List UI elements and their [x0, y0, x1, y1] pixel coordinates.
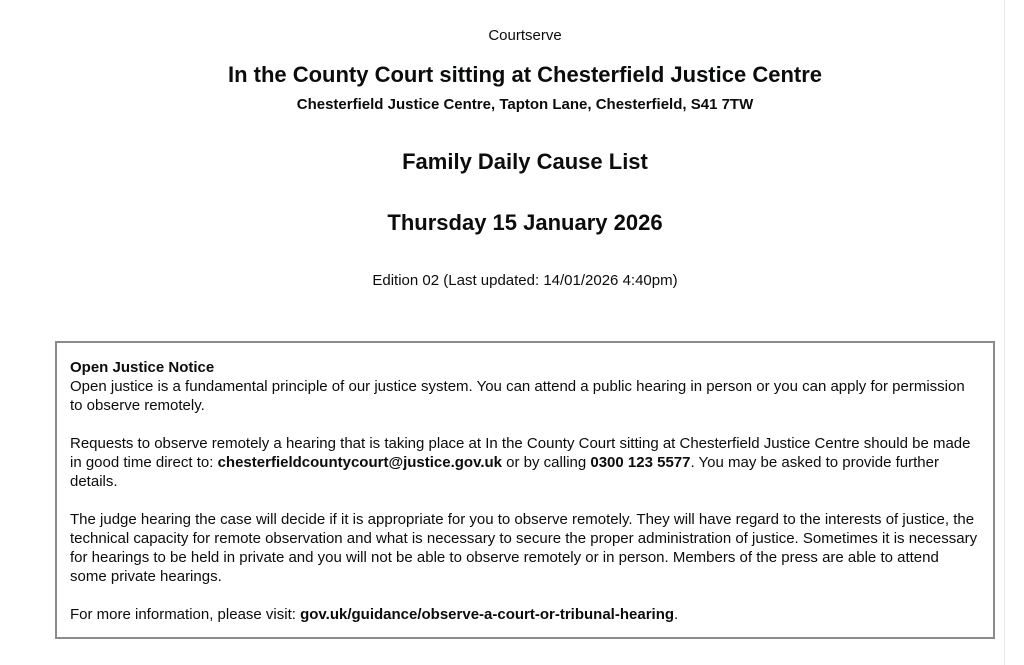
open-justice-notice	[55, 341, 995, 639]
list-date: Thursday 15 January 2026	[387, 210, 663, 235]
court-address: Chesterfield Justice Centre, Tapton Lane, Chesterfield, S41 7TW	[296, 96, 754, 113]
notice-heading: Open Justice Notice	[70, 359, 215, 376]
requests-text-1: Requests to observe remotely a hearing that is taking place at In the County Court sitting at Chesterfield Justice Centre should be made in good time direct to:	[70, 435, 971, 471]
notice-info-paragraph	[70, 605, 979, 624]
info-text: For more information, please visit:	[70, 606, 301, 623]
list-title: Family Daily Cause List	[402, 149, 648, 174]
notice-judge-paragraph: The judge hearing the case will decide if it is appropriate for you to observe remotely. They will have regard to the interests of justice, the technical capacity for remote observation and what is necessary to secure the proper administration of justice. Sometimes it is necessary for hearings to be held in private and you will not be able to observe remotely or in person. Members of the press are able to attend some private hearings.	[70, 511, 978, 585]
court-title: In the County Court sitting at Chesterfield Justice Centre	[227, 62, 823, 87]
requests-text-3: . You may be asked to provide further details.	[70, 454, 939, 490]
notice-intro-text: Open justice is a fundamental principle of our justice system. You can attend a public hearing in person or you can apply for permission to observe remotely.	[70, 378, 965, 414]
court-phone: 0300 123 5577	[590, 454, 691, 471]
requests-text-2: or by calling	[502, 454, 591, 471]
notice-intro-paragraph	[70, 358, 979, 415]
provider-name: Courtserve	[488, 27, 562, 44]
info-end: .	[674, 606, 679, 623]
guidance-link: gov.uk/guidance/observe-a-court-or-tribunal-hearing	[300, 606, 675, 623]
notice-requests-paragraph	[70, 434, 979, 491]
edition-info: Edition 02 (Last updated: 14/01/2026 4:40pm)	[372, 272, 678, 289]
court-email: chesterfieldcountycourt@justice.gov.uk	[217, 454, 502, 471]
